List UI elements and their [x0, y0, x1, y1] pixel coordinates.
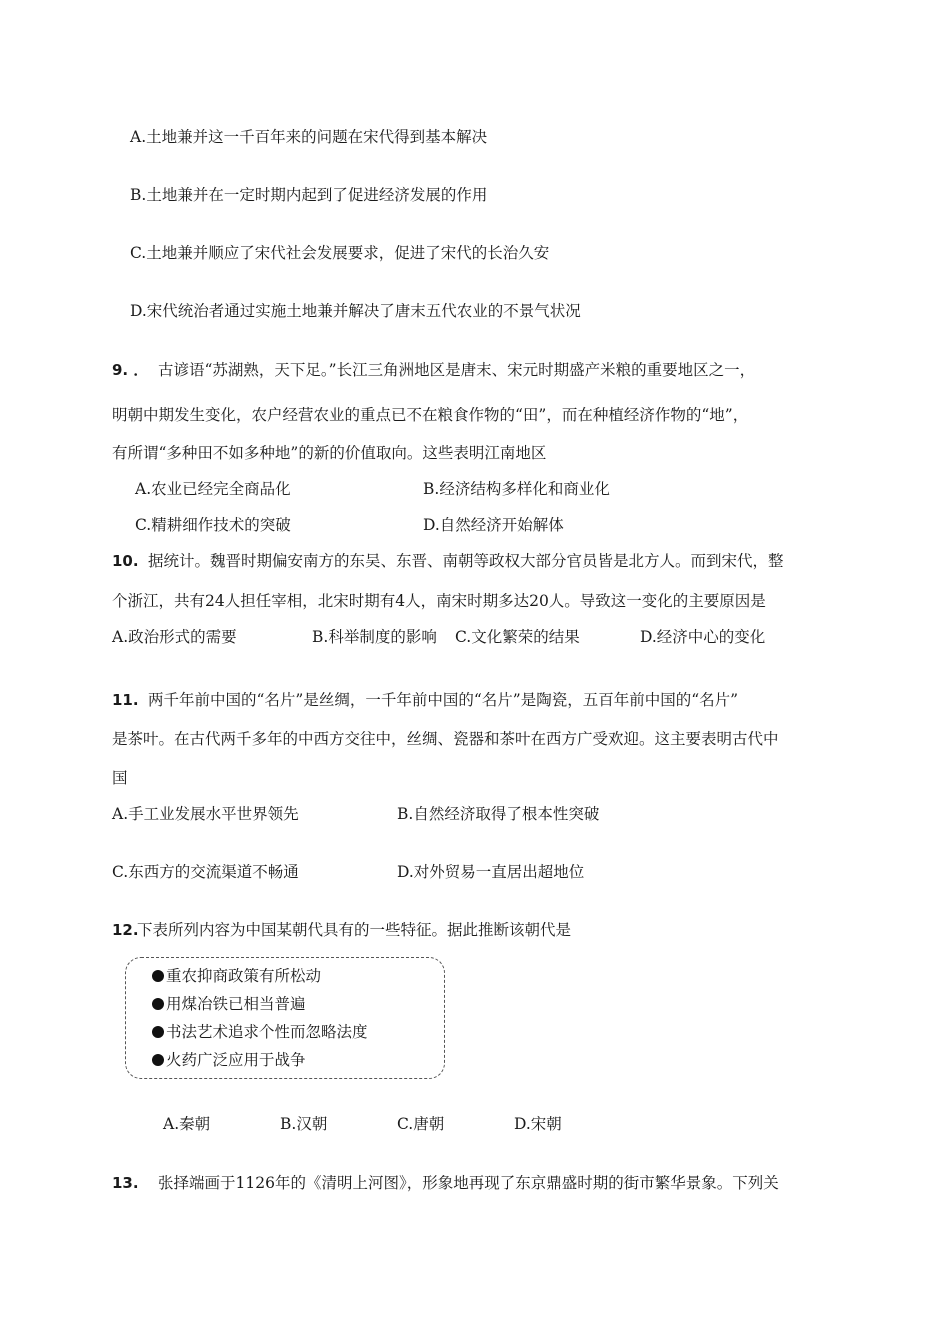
q13-number: 13.: [112, 1174, 139, 1192]
q9-option-d: D.自然经济开始解体: [423, 516, 564, 534]
bullet-icon: [152, 970, 164, 982]
q8-option-d: D.宋代统治者通过实施土地兼并解决了唐末五代农业的不景气状况: [130, 302, 581, 320]
q11-option-c: C.东西方的交流渠道不畅通: [112, 863, 299, 881]
q12-option-b: B.汉朝: [280, 1115, 328, 1133]
q12-feature-1: 重农抑商政策有所松动: [152, 966, 321, 986]
q11-stem-line-2: 是茶叶。在古代两千多年的中西方交往中，丝绸、瓷器和茶叶在西方广受欢迎。这主要表明古代中: [112, 730, 779, 748]
bullet-icon: [152, 998, 164, 1010]
q10-option-a: A.政治形式的需要: [112, 628, 237, 646]
q12-feature-4: 火药广泛应用于战争: [152, 1050, 306, 1070]
q9-option-b: B.经济结构多样化和商业化: [423, 480, 610, 498]
q9-stem-line-3: 有所谓“多种田不如多种地”的新的价值取向。这些表明江南地区: [112, 444, 547, 462]
q11-stem-line-3: 国: [112, 769, 128, 787]
q12-option-d: D.宋朝: [514, 1115, 562, 1133]
q12-option-a: A.秦朝: [163, 1115, 211, 1133]
q11-option-d: D.对外贸易一直居出超地位: [397, 863, 585, 881]
q13-stem: 张择端画于1126年的《清明上河图》，形象地再现了东京鼎盛时期的街市繁华景象。下列关: [158, 1174, 779, 1192]
q9-option-a: A.农业已经完全商品化: [135, 480, 291, 498]
q9-stem-line-2: 明朝中期发生变化，农户经营农业的重点已不在粮食作物的“田”，而在种植经济作物的“地”，: [112, 406, 749, 424]
q12-stem: 下表所列内容为中国某朝代具有的一些特征。据此推断该朝代是: [137, 921, 572, 939]
q8-option-b: B.土地兼并在一定时期内起到了促进经济发展的作用: [130, 186, 488, 204]
q10-option-b: B.科举制度的影响: [312, 628, 437, 646]
q10-option-d: D.经济中心的变化: [640, 628, 766, 646]
q9-option-c: C.精耕细作技术的突破: [135, 516, 291, 534]
q11-option-a: A.手工业发展水平世界领先: [112, 805, 299, 823]
q12-number: 12.: [112, 921, 139, 939]
q11-option-b: B.自然经济取得了根本性突破: [397, 805, 600, 823]
q11-number: 11.: [112, 691, 139, 709]
q9-stem-line-1: 古谚语“苏湖熟，天下足。”长江三角洲地区是唐末、宋元时期盛产米粮的重要地区之一，: [158, 361, 756, 379]
q12-option-c: C.唐朝: [397, 1115, 445, 1133]
q10-stem-line-2: 个浙江，共有24人担任宰相，北宋时期有4人，南宋时期多达20人。导致这一变化的主要原因是: [112, 592, 766, 610]
q11-stem-line-1: 两千年前中国的“名片”是丝绸，一千年前中国的“名片”是陶瓷，五百年前中国的“名片”: [148, 691, 739, 709]
q10-number: 10.: [112, 552, 139, 570]
q12-feature-box: [125, 957, 445, 1079]
q10-stem-line-1: 据统计。魏晋时期偏安南方的东吴、东晋、南朝等政权大部分官员皆是北方人。而到宋代，整: [148, 552, 784, 570]
q10-option-c: C.文化繁荣的结果: [455, 628, 580, 646]
q12-feature-3: 书法艺术追求个性而忽略法度: [152, 1022, 368, 1042]
q8-option-a: A.土地兼并这一千百年来的问题在宋代得到基本解决: [130, 128, 488, 146]
bullet-icon: [152, 1054, 164, 1066]
q8-option-c: C.土地兼并顺应了宋代社会发展要求，促进了宋代的长治久安: [130, 244, 550, 262]
q12-feature-2: 用煤冶铁已相当普遍: [152, 994, 306, 1014]
q9-number: 9. ．: [112, 361, 149, 379]
bullet-icon: [152, 1026, 164, 1038]
